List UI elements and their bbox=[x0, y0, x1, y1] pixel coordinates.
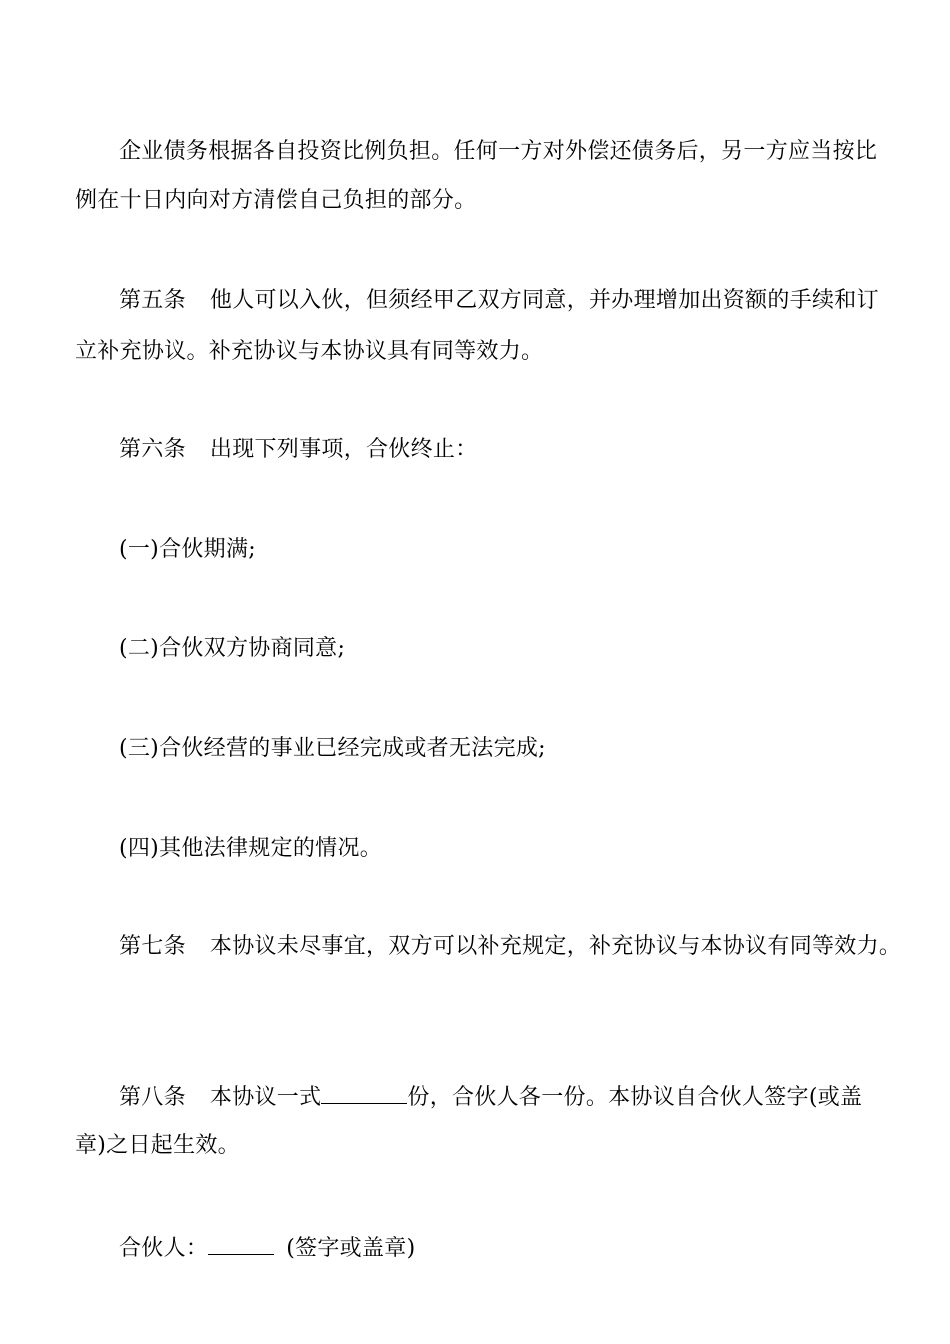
list-item-3: (三)合伙经营的事业已经完成或者无法完成; bbox=[119, 736, 546, 761]
article-6-heading: 第六条 bbox=[119, 437, 186, 462]
article-5-line-1 bbox=[119, 288, 929, 314]
paragraph-debt-line-1: 企业债务根据各自投资比例负担。任何一方对外偿还债务后，另一方应当按比 bbox=[119, 139, 878, 164]
article-8-line-1 bbox=[119, 1083, 929, 1111]
article-7-text: 本协议未尽事宜，双方可以补充规定，补充协议与本协议有同等效力。 bbox=[209, 934, 902, 959]
article-5-heading: 第五条 bbox=[119, 288, 186, 313]
article-5-text: 他人可以入伙，但须经甲乙双方同意，并办理增加出资额的手续和订 bbox=[209, 288, 879, 313]
list-item-2: (二)合伙双方协商同意; bbox=[119, 636, 346, 661]
article-6-line-1 bbox=[119, 437, 929, 463]
partner-label: 合伙人： bbox=[119, 1236, 209, 1261]
article-7-heading: 第七条 bbox=[119, 934, 186, 959]
article-8-line-2: 章)之日起生效。 bbox=[75, 1133, 240, 1158]
article-6-text: 出现下列事项，合伙终止： bbox=[209, 437, 478, 462]
article-8-text-post: 份，合伙人各一份。本协议自合伙人签字(或盖 bbox=[407, 1085, 863, 1110]
list-item-4: (四)其他法律规定的情况。 bbox=[119, 836, 383, 861]
article-8-heading: 第八条 bbox=[119, 1085, 186, 1110]
article-7-line-1 bbox=[119, 934, 929, 960]
partner-signature-blank[interactable] bbox=[208, 1234, 274, 1255]
paragraph-debt-line-2: 例在十日内向对方清偿自己负担的部分。 bbox=[75, 188, 477, 213]
list-item-1: (一)合伙期满; bbox=[119, 537, 256, 562]
article-5-line-2: 立补充协议。补充协议与本协议具有同等效力。 bbox=[75, 339, 544, 364]
signature-note: (签字或盖章) bbox=[286, 1236, 416, 1261]
partner-signature-line bbox=[119, 1234, 929, 1262]
article-8-text-pre: 本协议一式 bbox=[209, 1085, 322, 1110]
copies-blank-field[interactable] bbox=[321, 1083, 407, 1104]
